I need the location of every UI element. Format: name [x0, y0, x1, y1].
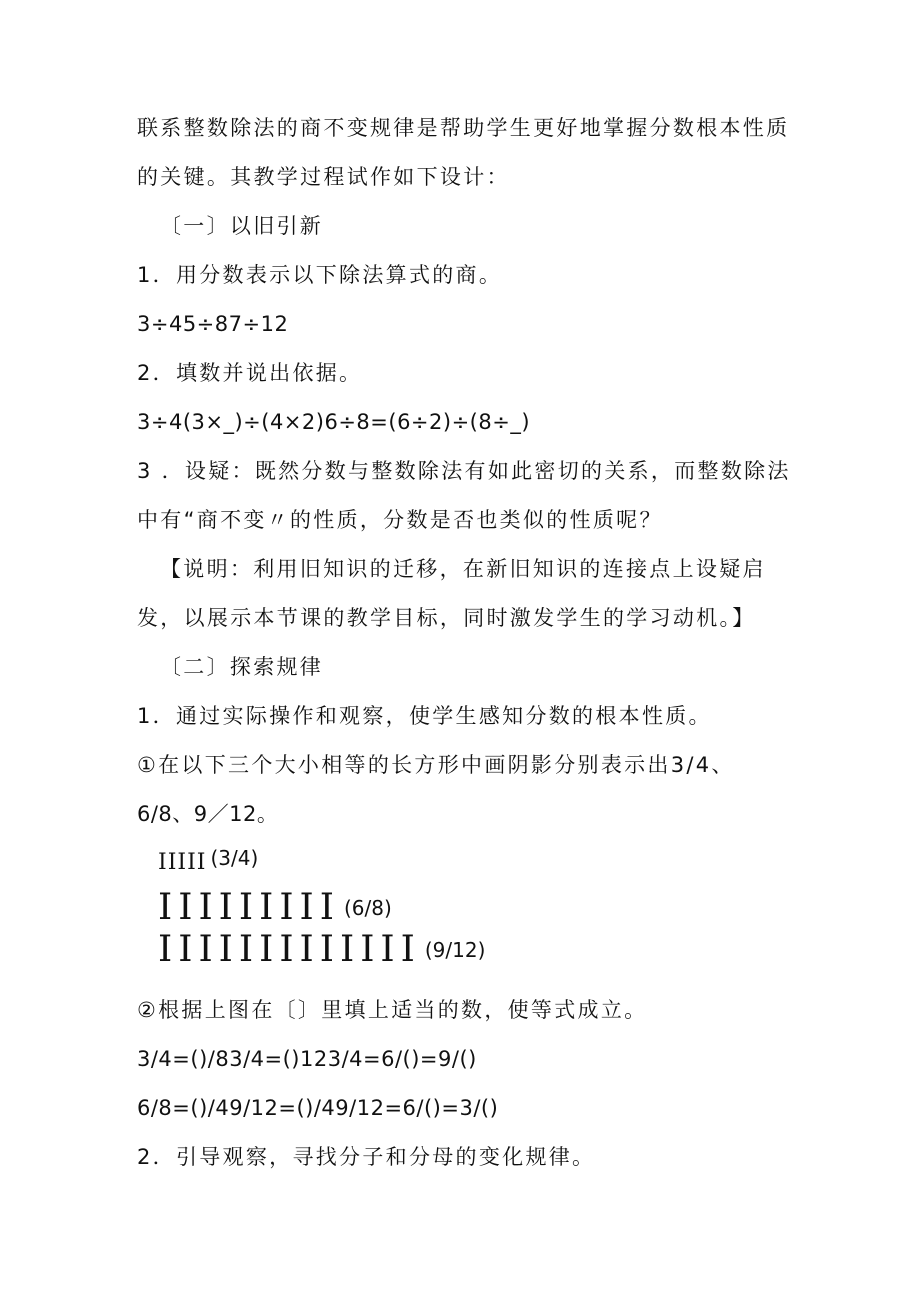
text-line: 2．引导观察，寻找分子和分母的变化规律。 — [137, 1145, 596, 1169]
text-line: 联系整数除法的商不变规律是帮助学生更好地掌握分数根本性质 — [137, 116, 790, 140]
text-line: 中有“商不变〃的性质，分数是否也类似的性质呢？ — [137, 508, 663, 532]
figure-row-6-8 — [158, 888, 392, 928]
text-line: 2．填数并说出依据。 — [137, 361, 363, 385]
section-heading: 〔一〕以旧引新 — [160, 214, 324, 238]
fraction-label: (9/12) — [424, 938, 486, 962]
math-line: 3/4=()/83/4=()123/4=6/()=9/() — [137, 1047, 477, 1071]
math-line: 3÷4(3×_)÷(4×2)6÷8=(6÷2)÷(8÷_) — [137, 410, 531, 434]
text-line: ②根据上图在〔〕里填上适当的数，使等式成立。 — [137, 998, 648, 1022]
text-line: 3 ．设疑：既然分数与整数除法有如此密切的关系，而整数除法 — [137, 459, 791, 483]
rectangle-bars: IIIII — [158, 850, 207, 875]
text-line: 的关键。其教学过程试作如下设计： — [137, 165, 510, 189]
text-line: 1．通过实际操作和观察，使学生感知分数的根本性质。 — [137, 704, 712, 728]
figure-row-9-12 — [158, 930, 485, 970]
rectangle-bars: IIIIIIIIIIIII — [158, 929, 421, 970]
note-line: 发，以展示本节课的教学目标，同时激发学生的学习动机。】 — [137, 606, 756, 630]
math-line: 6/8=()/49/12=()/49/12=6/()=3/() — [137, 1096, 499, 1120]
fraction-label: (3/4) — [210, 846, 259, 870]
rectangle-bars: IIIIIIIII — [158, 887, 340, 928]
fraction-label: (6/8) — [344, 896, 392, 920]
math-line: 3÷45÷87÷12 — [137, 312, 289, 336]
note-line: 【说明：利用旧知识的迁移，在新旧知识的连接点上设疑启 — [160, 557, 766, 581]
text-line: ①在以下三个大小相等的长方形中画阴影分别表示出3/4、 — [137, 753, 735, 777]
section-heading: 〔二〕探索规律 — [160, 655, 324, 679]
text-line: 6/8、9／12。 — [137, 802, 279, 826]
figure-row-3-4 — [158, 846, 258, 875]
text-line: 1．用分数表示以下除法算式的商。 — [137, 263, 503, 287]
